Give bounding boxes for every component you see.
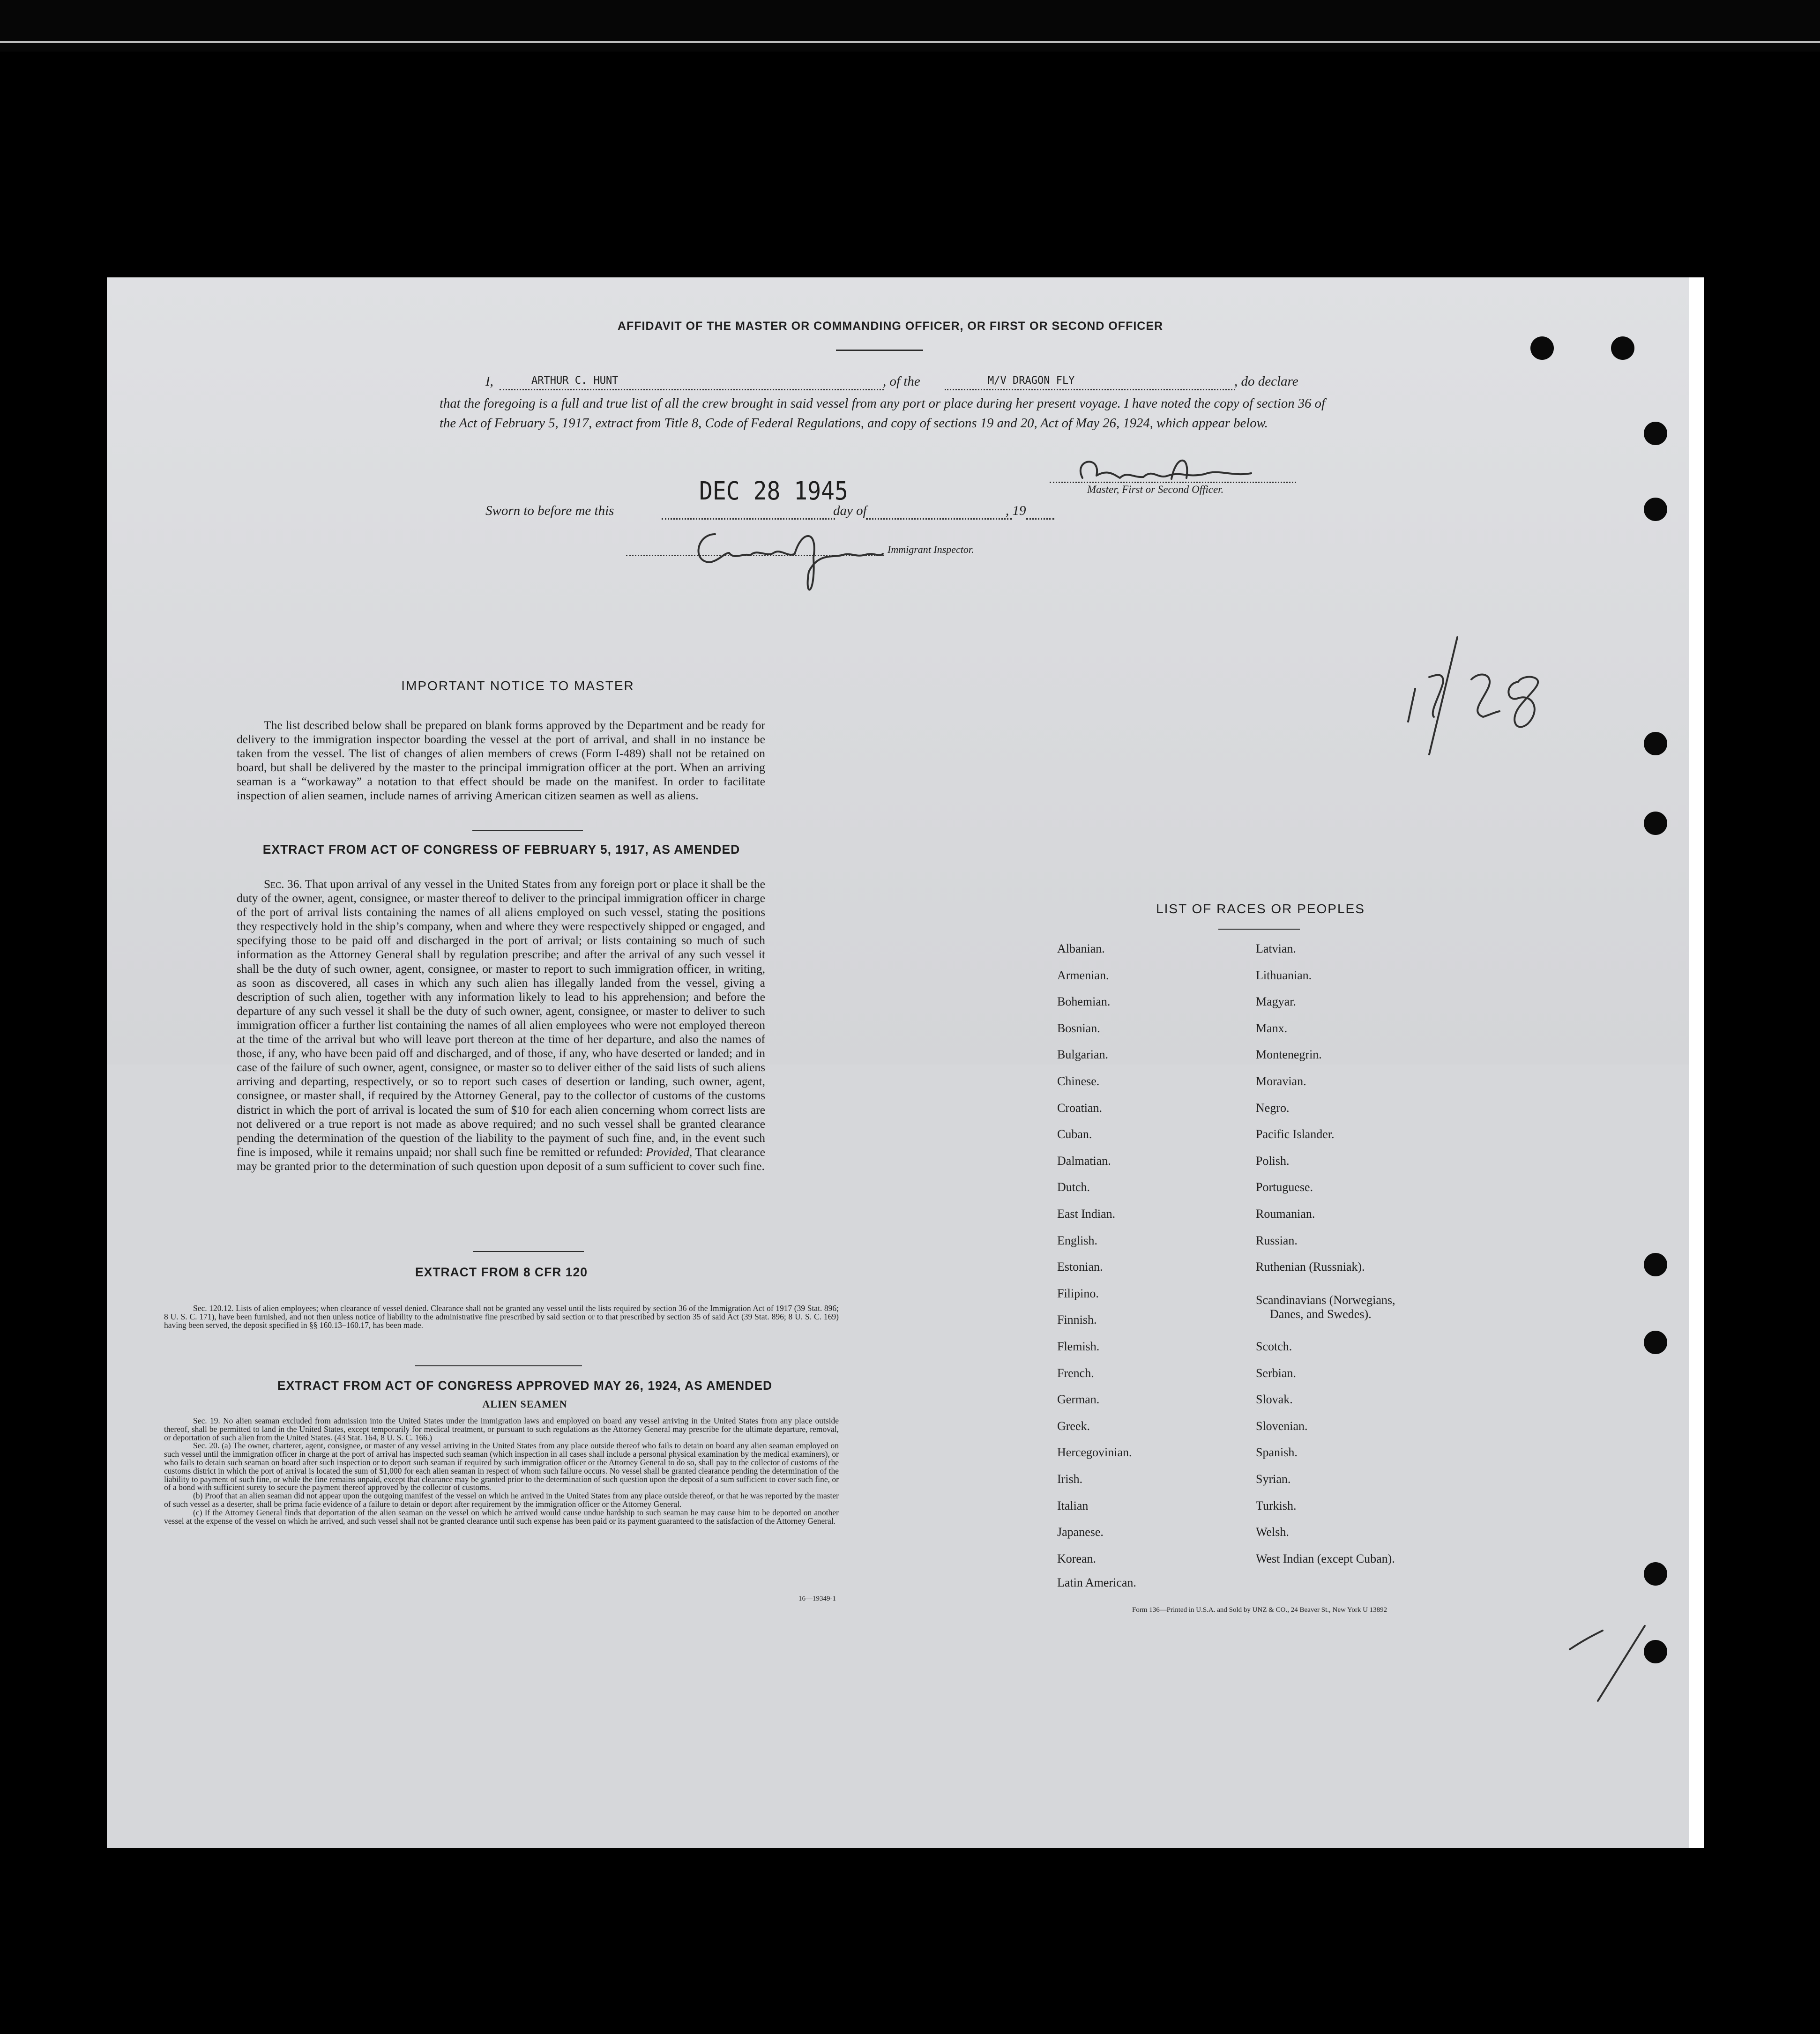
race-item: Manx. [1256, 1021, 1288, 1035]
race-item: Roumanian. [1256, 1207, 1315, 1221]
extract-cfr-title: EXTRACT FROM 8 CFR 120 [415, 1265, 588, 1279]
race-item: Bohemian. [1057, 995, 1111, 1009]
punch-hole [1644, 1331, 1667, 1354]
divider [472, 830, 583, 831]
sec-20c-text: (c) If the Attorney General finds that deportation of the alien seaman on the vessel on which he arrived would cause undue hardship to such seaman he may cause him to be deported on another vessel at the expense of the vessel on which he arrived, and such vessel shall not be granted clearance until such expense has been paid or its payment guaranteed to the satisfaction of the Attorney General. [164, 1507, 839, 1526]
punch-hole [1644, 422, 1667, 445]
punch-hole [1644, 812, 1667, 835]
month-blank-line [866, 518, 1012, 520]
race-item: Irish. [1057, 1472, 1083, 1486]
vessel-blank-line [945, 389, 1235, 390]
race-item: Scotch. [1256, 1340, 1292, 1353]
master-name: ARTHUR C. HUNT [531, 375, 619, 387]
inspector-signature [687, 520, 884, 600]
extract-1917-title: EXTRACT FROM ACT OF CONGRESS OF FEBRUARY 5, 1917, AS AMENDED [262, 842, 740, 857]
extract-1917-text [237, 877, 765, 1173]
race-item: Bulgarian. [1057, 1048, 1109, 1062]
race-item: Japanese. [1057, 1525, 1104, 1539]
divider [1218, 929, 1300, 930]
race-item: Italian [1057, 1498, 1089, 1512]
day-blank-line [662, 518, 835, 520]
i-label: I, [485, 374, 493, 389]
officer-signature [1064, 450, 1261, 492]
film-strip-border [0, 0, 1820, 52]
race-item: Turkish. [1256, 1498, 1297, 1512]
sec-36-label: Sec. 36. [264, 877, 302, 891]
notice-text: The list described below shall be prepared on blank forms approved by the Department and be ready for delivery to the immigration inspector boarding the vessel at the port of arrival, and shall in no instance be taken from the vessel. The list of changes of alien members of crews (Form I-489) shall not be retained on board, but shall be delivered by the master to the principal immigration officer at the port. When an arriving seaman is a “workaway” a notation to that effect should be made on the manifest. In order to facilitate inspection of alien seamen, include names of arriving American citizen seamen as well as aliens. [237, 718, 765, 803]
handwritten-page-number [1401, 628, 1579, 764]
date-stamp: DEC 28 1945 [699, 476, 848, 506]
vessel-name: M/V DRAGON FLY [988, 375, 1075, 387]
race-item: West Indian (except Cuban). [1256, 1551, 1395, 1565]
race-item: Serbian. [1256, 1366, 1296, 1380]
punch-hole [1644, 1562, 1667, 1586]
race-item: East Indian. [1057, 1207, 1116, 1221]
punch-hole [1644, 498, 1667, 521]
race-item: Slovak. [1256, 1393, 1293, 1407]
affidavit-body: that the foregoing is a full and true list of all the crew brought in said vessel from any port or place during her present voyage. I have noted the copy of section 36 of the Act of February 5, 1917, extract from Title 8, Code of Federal Regulations, and copy of sections 19 and 20, Act of May 26, 1924, which appear below. [440, 396, 1325, 431]
race-item: Negro. [1256, 1101, 1290, 1115]
check-mark [1565, 1621, 1659, 1706]
divider [473, 1251, 584, 1252]
race-item: Croatian. [1057, 1101, 1103, 1115]
race-item: Ruthenian (Russniak). [1256, 1260, 1365, 1274]
sec-36-end: That clearance may be granted prior to the determination of such question upon deposit of a sum sufficient to cover such fine. [237, 1145, 765, 1173]
year-blank-line [1026, 518, 1054, 520]
officer-caption: Master, First or Second Officer. [1087, 484, 1224, 495]
race-item: Chinese. [1057, 1074, 1100, 1088]
race-item: Armenian. [1057, 968, 1109, 982]
race-item: Syrian. [1256, 1472, 1291, 1486]
race-item: Latvian. [1256, 942, 1296, 955]
race-item: English. [1057, 1233, 1097, 1247]
divider [836, 350, 923, 351]
race-item: Pacific Islander. [1256, 1127, 1335, 1141]
race-item: Cuban. [1057, 1127, 1092, 1141]
race-item: Magyar. [1256, 995, 1296, 1009]
notice-title: IMPORTANT NOTICE TO MASTER [401, 678, 634, 693]
race-item: German. [1057, 1393, 1100, 1407]
race-item: Bosnian. [1057, 1021, 1100, 1035]
race-item: Montenegrin. [1256, 1048, 1322, 1062]
extract-cfr-text: Sec. 120.12. Lists of alien employees; when clearance of vessel denied. Clearance shall not be granted any vessel until the lists required by section 36 of the Immigration Act of 1917 (39 Stat. 896; 8 U. S. C. 171), have been furnished, and not then unless notice of liability to the administrative fine prescribed by said section or to that prescribed by section 35 of said Act (39 Stat. 896; 8 U. S. C. 169) having been served, the deposit specified in §§ 160.13–160.17, has been made. [164, 1304, 839, 1330]
inspector-caption: Immigrant Inspector. [888, 544, 974, 555]
provided-label: Provided, [646, 1145, 693, 1159]
name-blank-line [500, 389, 884, 390]
punch-hole [1530, 336, 1554, 360]
race-item: Albanian. [1057, 942, 1105, 955]
day-of-label: day of [833, 503, 867, 518]
races-left-column [1057, 942, 1245, 1598]
race-item: Danes, and Swedes). [1270, 1307, 1372, 1321]
race-item: Russian. [1256, 1233, 1298, 1247]
declare-label: , do declare [1234, 374, 1298, 389]
race-item: Hercegovinian. [1057, 1445, 1132, 1460]
race-item: Korean. [1057, 1551, 1096, 1565]
race-item: Dalmatian. [1057, 1154, 1111, 1168]
race-item: Latin American. [1057, 1576, 1136, 1589]
race-item: Scandinavians (Norwegians, [1256, 1293, 1395, 1307]
races-right-column [1256, 942, 1471, 1598]
sec-20b-text: (b) Proof that an alien seaman did not appear upon the outgoing manifest of the vessel on which he arrived in the United States from any place outside thereof, or that he was reported by the master of such vessel as a deserter, shall be prima facie evidence of a failure to detain or deport after requirement by the immigration officer or the Attorney General. [164, 1491, 839, 1509]
race-item: Estonian. [1057, 1260, 1103, 1274]
race-item: Greek. [1057, 1419, 1090, 1433]
race-item: Moravian. [1256, 1074, 1306, 1088]
sworn-label: Sworn to before me this [485, 503, 614, 518]
race-item: Spanish. [1256, 1445, 1298, 1460]
form-code: 16—19349-1 [798, 1595, 836, 1602]
divider [415, 1365, 582, 1366]
race-item: Filipino. [1057, 1286, 1099, 1300]
punch-hole [1611, 336, 1634, 360]
punch-hole [1644, 732, 1667, 755]
punch-hole [1644, 1253, 1667, 1276]
affidavit-title: AFFIDAVIT OF THE MASTER OR COMMANDING OFFICER, OR FIRST OR SECOND OFFICER [617, 320, 1164, 333]
sec-36-body: That upon arrival of any vessel in the United States from any foreign port or place it shall be the duty of the owner, agent, consignee, or master thereof to deliver to the principal immigration officer in charge of the port of arrival lists containing the names of all aliens employed on such vessel, stating the positions they respectively hold in the ship’s company, when and where they were respectively shipped or engaged, and specifying those to be paid off and discharged in the port of arrival; or lists containing so much of such information as the Attorney General shall by regulation prescribe; and after the arrival of any such vessel it shall be the duty of such owner, agent, consignee, or master to report to such immigration officer, in writing, as soon as discovered, all cases in which any such alien has illegally landed from the vessel, giving a description of such alien, together with any information likely to lead to his apprehension; and before the departure of any such vessel it shall be the duty of such owner, agent, consignee, or master to deliver to such immigration officer a further list containing the names of all alien employees who were not employed thereon at the time of the arrival but who will leave port thereon at the time of her departure, and also the names of those, if any, who have been paid off and discharged, and of those, if any, who have deserted or landed; and in case of the failure of such owner, agent, consignee, or master so to deliver either of the said lists of such aliens arriving and departing, respectively, or so to report such cases of desertion or landing, such owner, agent, consignee, or master shall, if required by the Attorney General, pay to the collector of customs of the customs district in which the port of arrival is located the sum of $10 for each alien concerning whom correct lists are not delivered or a true report is not made as above required; and no such vessel shall be granted clearance pending the determination of the question of the liability to the payment of such fine, and, in the event such fine is imposed, while it remains unpaid; nor shall such fine be remitted or refunded: [237, 877, 766, 1159]
race-item: Portuguese. [1256, 1180, 1313, 1194]
extract-1924-title: EXTRACT FROM ACT OF CONGRESS APPROVED MAY 26, 1924, AS AMENDED [277, 1378, 773, 1393]
printer-credit: Form 136—Printed in U.S.A. and Sold by UNZ & CO., 24 Beaver St., New York U 13892 [1132, 1606, 1387, 1614]
race-item: French. [1057, 1366, 1094, 1380]
race-item: Flemish. [1057, 1340, 1100, 1353]
race-item: Lithuanian. [1256, 968, 1312, 982]
race-item: Dutch. [1057, 1180, 1090, 1194]
paper-edge [1689, 277, 1704, 1848]
race-item: Welsh. [1256, 1525, 1289, 1539]
year-prefix: , 19 [1006, 503, 1026, 518]
sec-19-text: Sec. 19. No alien seaman excluded from admission into the United States under the immigration laws and employed on board any vessel arriving in the United States from any place outside thereof, shall be permitted to land in the United States, except temporarily for medical treatment, or pursuant to such regulations as the Attorney General may prescribe for the ultimate departure, removal, or deportation of such alien from the United States. (43 Stat. 164, 8 U. S. C. 166.) [164, 1416, 839, 1442]
alien-seamen-subtitle: ALIEN SEAMEN [482, 1398, 567, 1410]
race-item: Slovenian. [1256, 1419, 1308, 1433]
races-title: LIST OF RACES OR PEOPLES [1156, 902, 1365, 916]
sec-20a-text: Sec. 20. (a) The owner, charterer, agent, consignee, or master of any vessel arriving in the United States from any place outside thereof who fails to detain on board any alien seaman employed on such vessel until the immigration officer in charge at the port of arrival has inspected such seaman (which inspection in all cases shall include a personal physical examination by the medical examiners), or who fails to detain such seaman on board after such inspection or to deport such seaman if required by such immigration officer or the Attorney General to do so, shall pay to the collector of customs of the customs district in which the port of arrival is located the sum of $1,000 for each alien seaman in respect of whom such failure occurs. No vessel shall be granted clearance pending the determination of the liability to payment of such fine, or while the fine remains unpaid, except that clearance may be granted prior to the determination of such question upon the deposit of a sum sufficient to cover such fine, or of a bond with sufficient surety to secure the payment thereof approved by the collector of customs. [164, 1441, 839, 1492]
race-item: Finnish. [1057, 1313, 1097, 1327]
race-item: Polish. [1256, 1154, 1290, 1168]
of-the-label: , of the [883, 374, 920, 389]
extract-1924-text [164, 1417, 839, 1525]
